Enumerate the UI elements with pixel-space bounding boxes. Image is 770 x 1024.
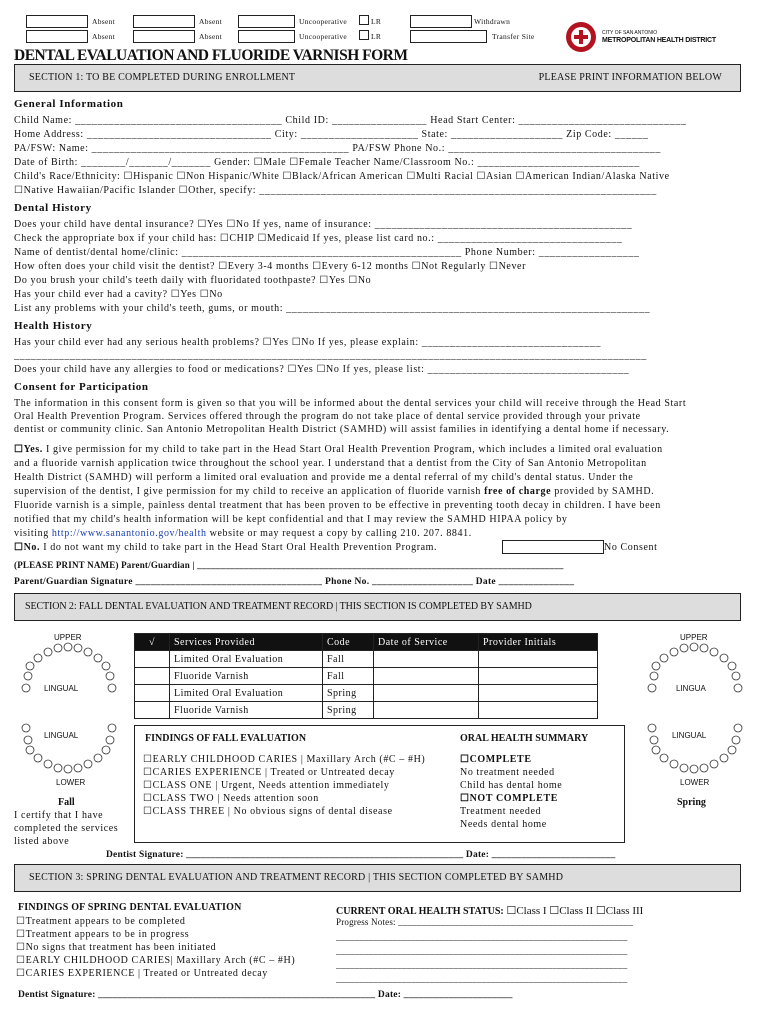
fall-label: Fall	[58, 797, 75, 808]
no-consent-field[interactable]	[502, 540, 604, 554]
progress-notes-line[interactable]: ______________________________________________________________	[336, 946, 628, 956]
dentist-name-line[interactable]: Name of dentist/dental home/clinic: __________________________________________________ Phone Number: __________________	[14, 247, 640, 258]
service-cell: Fluoride Varnish	[170, 702, 323, 719]
cavity-line[interactable]: Has your child ever had a cavity? ☐Yes ☐No	[14, 289, 223, 300]
consent-text: The information in this consent form is given so that you will be informed about the dental services your child will receive through the Head Start	[14, 398, 687, 409]
transfer-label: Transfer Site	[492, 32, 535, 41]
print-instruction: PLEASE PRINT INFORMATION BELOW	[538, 72, 722, 83]
not-complete-detail: Treatment needed	[460, 806, 542, 817]
certify-text: completed the services	[14, 823, 119, 834]
upper-label: UPPER	[680, 633, 708, 642]
consent-text-part: website or may request a copy by calling 210. 207. 8841.	[206, 528, 472, 539]
consent-text: Oral Health Prevention Program. Services offered through the program do not take place of dental service provided through your private	[14, 411, 641, 422]
spring-finding-item[interactable]: ☐Treatment appears to be completed	[16, 916, 186, 927]
code-cell: Spring	[323, 685, 374, 702]
consent-text-part: visiting	[14, 528, 52, 539]
consent-text	[14, 486, 654, 498]
complete-checkbox[interactable]: ☐COMPLETE	[460, 754, 532, 765]
progress-notes-line[interactable]: ______________________________________________________________	[336, 932, 628, 942]
finding-item[interactable]: ☐CLASS TWO | Needs attention soon	[143, 793, 319, 804]
initials-cell[interactable]	[479, 685, 598, 702]
absent-field-3[interactable]	[133, 15, 195, 28]
withdrawn-label: Withdrawn	[474, 17, 511, 26]
consent-heading: Consent for Participation	[14, 381, 149, 393]
general-info-heading: General Information	[14, 98, 124, 110]
class-options[interactable]: ☐Class I ☐Class II ☐Class III	[503, 905, 644, 917]
section-3-title: SECTION 3: SPRING DENTAL EVALUATION AND TREATMENT RECORD | THIS SECTION COMPLETED BY SAMHD	[29, 872, 564, 883]
visit-frequency-line[interactable]: How often does your child visit the dentist? ☐Every 3-4 months ☐Every 6-12 months ☐Not Regularly ☐Never	[14, 261, 527, 272]
check-column-header: √	[135, 634, 170, 651]
dental-history-heading: Dental History	[14, 202, 92, 214]
spring-finding-item[interactable]: ☐Treatment appears to be in progress	[16, 929, 190, 940]
service-cell: Limited Oral Evaluation	[170, 651, 323, 668]
date-header: Date of Service	[374, 634, 479, 651]
health-history-heading: Health History	[14, 320, 93, 332]
finding-item[interactable]: ☐EARLY CHILDHOOD CARIES | Maxillary Arch (#C – #H)	[143, 754, 426, 765]
not-complete-checkbox[interactable]: ☐NOT COMPLETE	[460, 793, 558, 804]
services-header: Services Provided	[170, 634, 323, 651]
spring-finding-item[interactable]: ☐No signs that treatment has been initiated	[16, 942, 217, 953]
lr-checkbox-2[interactable]	[359, 30, 369, 40]
service-cell: Fluoride Varnish	[170, 668, 323, 685]
code-header: Code	[323, 634, 374, 651]
services-table	[134, 633, 598, 719]
parent-signature-line[interactable]: Parent/Guardian Signature _____________________________________ Phone No. ____________________ Date _______________	[14, 577, 575, 587]
section-1-header	[14, 64, 741, 92]
problems-line[interactable]: List any problems with your child's teeth, gums, or mouth: _________________________________________________________________	[14, 303, 651, 314]
no-checkbox[interactable]: ☐No.	[14, 542, 41, 553]
lr-checkbox-1[interactable]	[359, 15, 369, 25]
check-cell[interactable]	[135, 668, 170, 685]
initials-cell[interactable]	[479, 702, 598, 719]
dob-gender-line[interactable]: Date of Birth: ________/_______/_______ Gender: ☐Male ☐Female Teacher Name/Classroom No.: _____________________________	[14, 157, 640, 168]
fall-dentist-signature[interactable]: Dentist Signature: ________________________________________________________ Date: _________________________	[106, 850, 616, 860]
lingual-label: LINGUAL	[44, 684, 79, 693]
child-name-line[interactable]: Child Name: _____________________________________ Child ID: _________________ Head Start Center: ______________________________	[14, 115, 687, 126]
logo-text-small: CITY OF SAN ANTONIO	[602, 30, 658, 36]
lr-label: LR	[371, 17, 382, 26]
consent-text-part: supervision of the dentist, I give permission for my child to receive an application of fluoride varnish	[14, 486, 485, 497]
lower-label: LOWER	[680, 778, 710, 787]
withdrawn-field[interactable]	[410, 15, 472, 28]
code-cell: Spring	[323, 702, 374, 719]
yes-checkbox[interactable]: ☐Yes.	[14, 444, 43, 455]
complete-detail: Child has dental home	[460, 780, 563, 791]
certify-text: listed above	[14, 836, 70, 847]
tooth-diagram-icon	[632, 628, 760, 788]
yes-text: I give permission for my child to take part in the Head Start Oral Health Prevention Program, which includes a limited oral evaluation	[42, 444, 663, 455]
insurance-line[interactable]: Does your child have dental insurance? ☐Yes ☐No If yes, name of insurance: ______________________________________________	[14, 219, 633, 230]
not-complete-detail: Needs dental home	[460, 819, 547, 830]
transfer-field[interactable]	[410, 30, 487, 43]
findings-heading: FINDINGS OF FALL EVALUATION	[145, 733, 307, 744]
provider-header: Provider Initials	[479, 634, 598, 651]
brushing-line[interactable]: Do you brush your child's teeth daily with fluoridated toothpaste? ☐Yes ☐No	[14, 275, 372, 286]
absent-field-1[interactable]	[26, 15, 88, 28]
spring-label: Spring	[677, 797, 706, 808]
no-text: I do not want my child to take part in the Head Start Oral Health Prevention Program.	[40, 542, 438, 553]
date-cell[interactable]	[374, 668, 479, 685]
section-3-header	[14, 864, 741, 892]
check-cell[interactable]	[135, 685, 170, 702]
lr-label: LR	[371, 32, 382, 41]
address-line[interactable]: Home Address: _________________________________ City: _____________________ State: ____________________ Zip Code: ______	[14, 129, 649, 140]
uncooperative-label: Uncooperative	[299, 32, 348, 41]
complete-detail: No treatment needed	[460, 767, 555, 778]
progress-notes-line[interactable]: ______________________________________________________________	[336, 960, 628, 970]
service-cell: Limited Oral Evaluation	[170, 685, 323, 702]
consent-text: dentist or community clinic. San Antonio Metropolitan Health District (SAMHD) will assist families in identifying a dental home if necessary.	[14, 424, 670, 435]
check-cell[interactable]	[135, 651, 170, 668]
section-2-title: SECTION 2: FALL DENTAL EVALUATION AND TREATMENT RECORD | THIS SECTION IS COMPLETED BY SAMHD	[25, 601, 532, 612]
spring-findings-heading: FINDINGS OF SPRING DENTAL EVALUATION	[18, 902, 242, 913]
uncooperative-field-1[interactable]	[238, 15, 295, 28]
chip-medicaid-line[interactable]: Check the appropriate box if your child has: ☐CHIP ☐Medicaid If yes, please list card no.: _________________________________	[14, 233, 623, 244]
form-title: DENTAL EVALUATION AND FLUORIDE VARNISH FORM	[14, 47, 408, 64]
table-row	[135, 685, 598, 702]
finding-item[interactable]: ☐CARIES EXPERIENCE | Treated or Untreated decay	[143, 767, 395, 778]
consent-text: Fluoride varnish is a simple, painless dental treatment that has been proven to be effective in preventing tooth decay in children. I have been	[14, 500, 661, 511]
print-name-line[interactable]: (PLEASE PRINT NAME) Parent/Guardian | ______________________________________________________________________________	[14, 560, 564, 570]
fall-tooth-chart	[6, 628, 134, 808]
absent-label: Absent	[92, 17, 116, 26]
summary-heading: ORAL HEALTH SUMMARY	[460, 733, 589, 744]
spring-finding-item[interactable]: ☐CARIES EXPERIENCE | Treated or Untreated decay	[16, 968, 268, 979]
check-cell[interactable]	[135, 702, 170, 719]
health-website-link[interactable]: http://www.sanantonio.gov/health	[51, 528, 207, 539]
section-2-header	[14, 593, 741, 621]
consent-text: Health District (SAMHD) will perform a limited oral evaluation and provide me a dental referral of my child's dental status. Under the	[14, 472, 634, 483]
uncooperative-field-2[interactable]	[238, 30, 295, 43]
no-consent-row[interactable]	[14, 542, 437, 554]
spring-dentist-signature[interactable]: Dentist Signature: ________________________________________________________ Date: ______________________	[18, 990, 513, 1000]
absent-field-2[interactable]	[26, 30, 88, 43]
absent-label: Absent	[199, 17, 223, 26]
status-label: CURRENT ORAL HEALTH STATUS:	[336, 906, 504, 917]
consent-text: and a fluoride varnish application twice throughout the school year. I understand that a dentist from the City of San Antonio Metropolitan	[14, 458, 647, 469]
no-consent-label: No Consent	[604, 542, 658, 553]
allergies-line[interactable]: Does your child have any allergies to food or medications? ☐Yes ☐No If yes, please list: ____________________________________	[14, 364, 630, 375]
lingual-label: LINGUAL	[672, 731, 707, 740]
absent-field-4[interactable]	[133, 30, 195, 43]
consent-text	[14, 528, 472, 540]
logo-text: METROPOLITAN HEALTH DISTRICT	[602, 37, 716, 44]
lingual-label: LINGUAL	[44, 731, 79, 740]
code-cell: Fall	[323, 668, 374, 685]
free-of-charge: free of charge	[484, 486, 552, 497]
race-line[interactable]: Child's Race/Ethnicity: ☐Hispanic ☐Non Hispanic/White ☐Black/African American ☐Multi Racial ☐Asian ☐American Indian/Alaska Native	[14, 171, 670, 182]
table-row	[135, 651, 598, 668]
lingua-label: LINGUA	[676, 684, 706, 693]
table-row	[135, 702, 598, 719]
finding-item[interactable]: ☐CLASS ONE | Urgent, Needs attention immediately	[143, 780, 390, 791]
race-line-2[interactable]: ☐Native Hawaiian/Pacific Islander ☐Other, specify: _______________________________________________________________________	[14, 185, 657, 196]
initials-cell[interactable]	[479, 651, 598, 668]
consent-text-part: provided by SAMHD.	[551, 486, 655, 497]
certify-text: I certify that I have	[14, 810, 104, 821]
absent-label: Absent	[199, 32, 223, 41]
finding-item[interactable]: ☐CLASS THREE | No obvious signs of dental disease	[143, 806, 393, 817]
date-cell[interactable]	[374, 651, 479, 668]
findings-box	[134, 725, 625, 843]
yes-consent[interactable]	[14, 444, 663, 456]
absent-label: Absent	[92, 32, 116, 41]
health-district-logo	[565, 21, 597, 53]
upper-label: UPPER	[54, 633, 82, 642]
pa-fsw-line[interactable]: PA/FSW: Name: ______________________________________________ PA/FSW Phone No.: ______________________________________	[14, 143, 661, 154]
spring-tooth-chart	[632, 628, 760, 808]
date-cell[interactable]	[374, 702, 479, 719]
progress-notes-line[interactable]: Progress Notes: __________________________________________________	[336, 917, 634, 927]
section-1-title: SECTION 1: TO BE COMPLETED DURING ENROLLMENT	[29, 72, 296, 83]
consent-text: notified that my child's health information will be kept confidential and that I may review the SAMHD HIPAA policy by	[14, 514, 568, 525]
explain-line[interactable]: _________________________________________________________________________________________________________________	[14, 350, 647, 361]
tooth-diagram-icon	[6, 628, 134, 788]
date-cell[interactable]	[374, 685, 479, 702]
uncooperative-label: Uncooperative	[299, 17, 348, 26]
spring-finding-item[interactable]: ☐EARLY CHILDHOOD CARIES| Maxillary Arch (#C – #H)	[16, 955, 296, 966]
health-problems-line[interactable]: Has your child ever had any serious health problems? ☐Yes ☐No If yes, please explain: ________________________________	[14, 337, 602, 348]
code-cell: Fall	[323, 651, 374, 668]
lower-label: LOWER	[56, 778, 86, 787]
initials-cell[interactable]	[479, 668, 598, 685]
table-row	[135, 668, 598, 685]
progress-notes-line[interactable]: ______________________________________________________________	[336, 974, 628, 984]
